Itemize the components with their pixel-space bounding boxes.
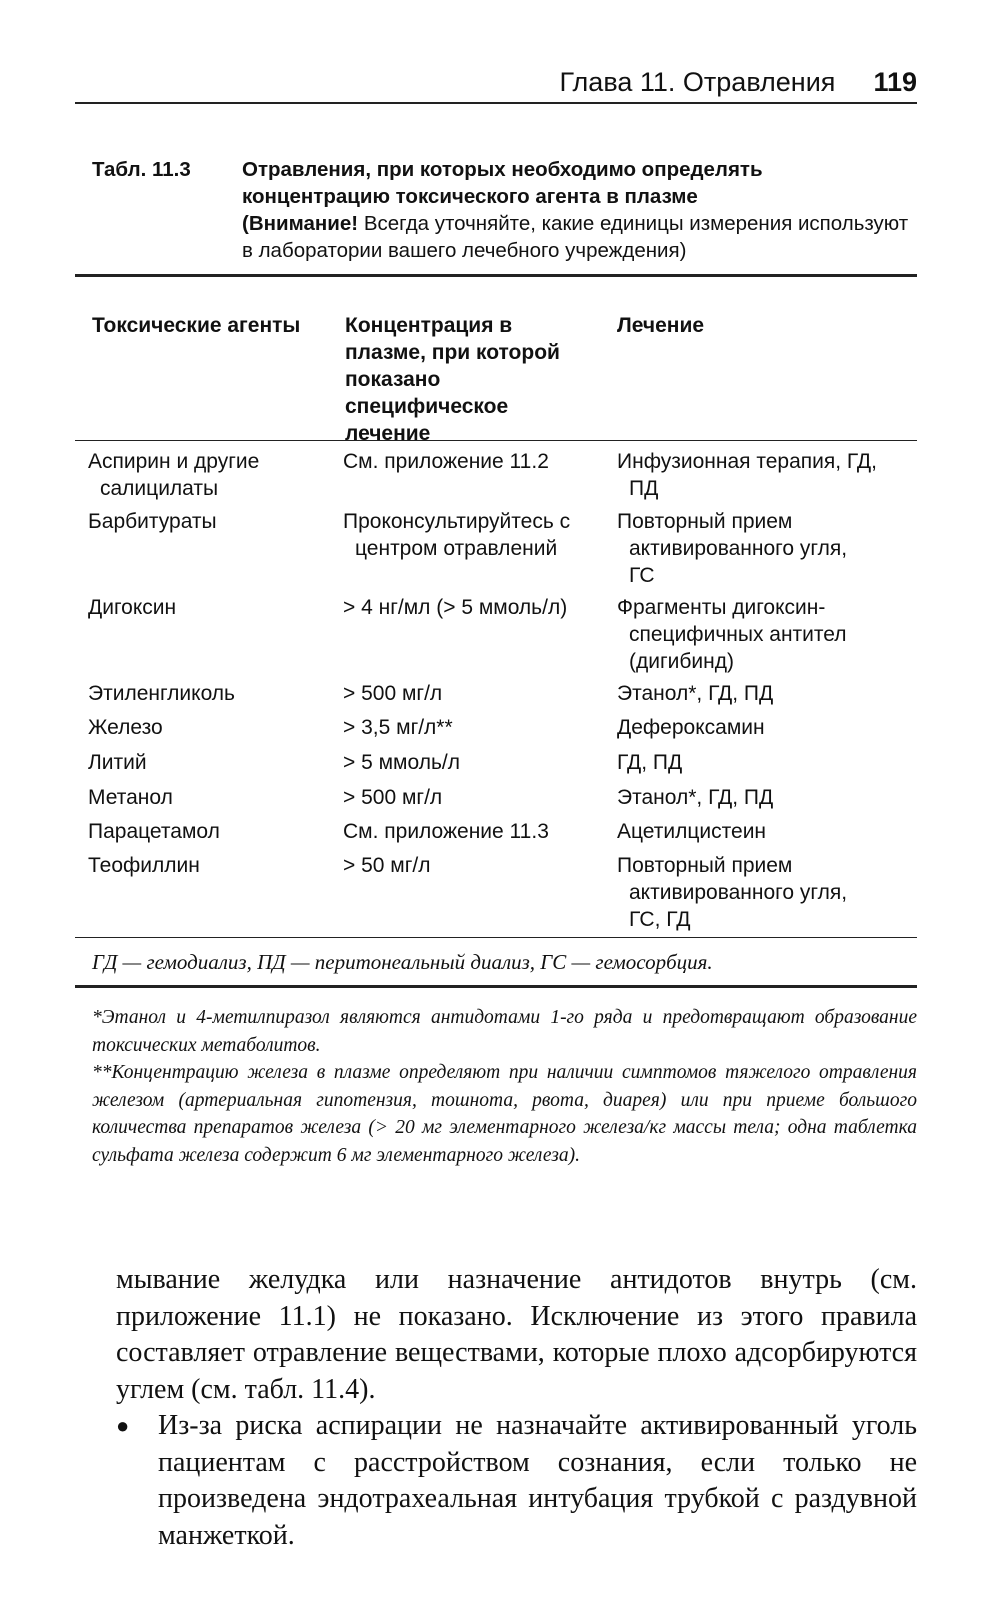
table-number: Табл. 11.3	[92, 158, 191, 181]
column-header-agents: Токсические агенты	[92, 314, 301, 337]
cell-treatment: ГД, ПД	[617, 751, 683, 774]
cell-concentration: Проконсультируйтесь с центром отравлений	[343, 510, 571, 560]
cell-agent: Аспирин и другие салицилаты	[88, 450, 260, 500]
cell-treatment: Повторный прием активированного угля, ГС	[617, 510, 848, 587]
running-head	[75, 62, 917, 104]
table-top-rule	[75, 274, 917, 277]
bullet-icon: ●	[116, 1413, 130, 1438]
body-paragraph-text: мывание желудка или назначение антидотов внутрь (см. приложение 11.1) не показано. Исключение из этого правила составляет отравление веществами, которые плохо адсорбируются углем (см. табл. 11.4).	[116, 1264, 917, 1405]
page-number: 119	[873, 66, 917, 97]
cell-treatment: Фрагменты дигоксин-специфичных антител (дигибинд)	[617, 596, 847, 673]
cell-concentration: > 500 мг/л	[343, 682, 443, 705]
table-caption-text	[242, 156, 912, 264]
header-divider	[75, 440, 917, 441]
table-note-warning: (Внимание!	[242, 212, 359, 235]
cell-agent: Парацетамол	[88, 820, 220, 843]
table-note	[242, 212, 908, 262]
table-bottom-rule	[75, 937, 917, 938]
table-title: Отравления, при которых необходимо определять концентрацию токсического агента в плазме	[242, 158, 763, 208]
cell-treatment: Повторный прием активированного угля, ГС, ГД	[617, 854, 848, 931]
body-paragraph	[116, 1262, 917, 1408]
footnote-iron: **Концентрацию железа в плазме определяют при наличии симптомов тяжелого отравления железом (артериальная гипотензия, тошнота, рвота, диарея) или при приеме большого количества препаратов железа (> 20 мг элементарного железа/кг массы тела; одна таблетка сульфата железа содержит 6 мг элементарного железа).	[92, 1062, 917, 1166]
cell-concentration: > 5 ммоль/л	[343, 751, 460, 774]
cell-treatment: Дефероксамин	[617, 716, 765, 739]
cell-agent: Метанол	[88, 786, 173, 809]
column-header-concentration: Концентрация в плазме, при которой показано специфическое лечение	[345, 314, 560, 445]
bullet-text: Из-за риска аспирации не назначайте активированный уголь пациентам с расстройством сознания, если только не произведена эндотрахеальная интубация трубкой с раздувной манжеткой.	[158, 1410, 917, 1551]
column-header-treatment: Лечение	[617, 314, 705, 337]
cell-concentration: > 50 мг/л	[343, 854, 431, 877]
table-footnotes	[92, 1004, 917, 1169]
cell-concentration: > 500 мг/л	[343, 786, 443, 809]
table-note-text: Всегда уточняйте, какие единицы измерения используют в лаборатории вашего лечебного учреждения)	[242, 212, 909, 262]
table-caption	[92, 156, 912, 264]
cell-agent: Этиленгликоль	[88, 682, 235, 705]
footnote-ethanol: *Этанол и 4-метилпиразол являются антидотами 1-го ряда и предотвращают образование токсических метаболитов.	[92, 1007, 917, 1056]
chapter-title: Глава 11. Отравления	[559, 66, 836, 97]
cell-agent: Литий	[88, 751, 147, 774]
abbreviations-note: ГД — гемодиализ, ПД — перитонеальный диализ, ГС — гемосорбция.	[92, 950, 713, 974]
cell-concentration: См. приложение 11.3	[343, 820, 549, 843]
bullet-item	[116, 1408, 917, 1554]
footnote-rule	[75, 985, 917, 988]
cell-agent: Железо	[88, 716, 163, 739]
cell-treatment: Ацетилцистеин	[617, 820, 767, 843]
cell-treatment: Этанол*, ГД, ПД	[617, 682, 774, 705]
cell-concentration: > 3,5 мг/л**	[343, 716, 453, 739]
cell-treatment: Этанол*, ГД, ПД	[617, 786, 774, 809]
cell-agent: Теофиллин	[88, 854, 200, 877]
cell-agent: Барбитураты	[88, 510, 217, 533]
cell-treatment: Инфузионная терапия, ГД, ПД	[617, 450, 877, 500]
cell-agent: Дигоксин	[88, 596, 177, 619]
cell-concentration: См. приложение 11.2	[343, 450, 549, 473]
cell-concentration: > 4 нг/мл (> 5 ммоль/л)	[343, 596, 568, 619]
